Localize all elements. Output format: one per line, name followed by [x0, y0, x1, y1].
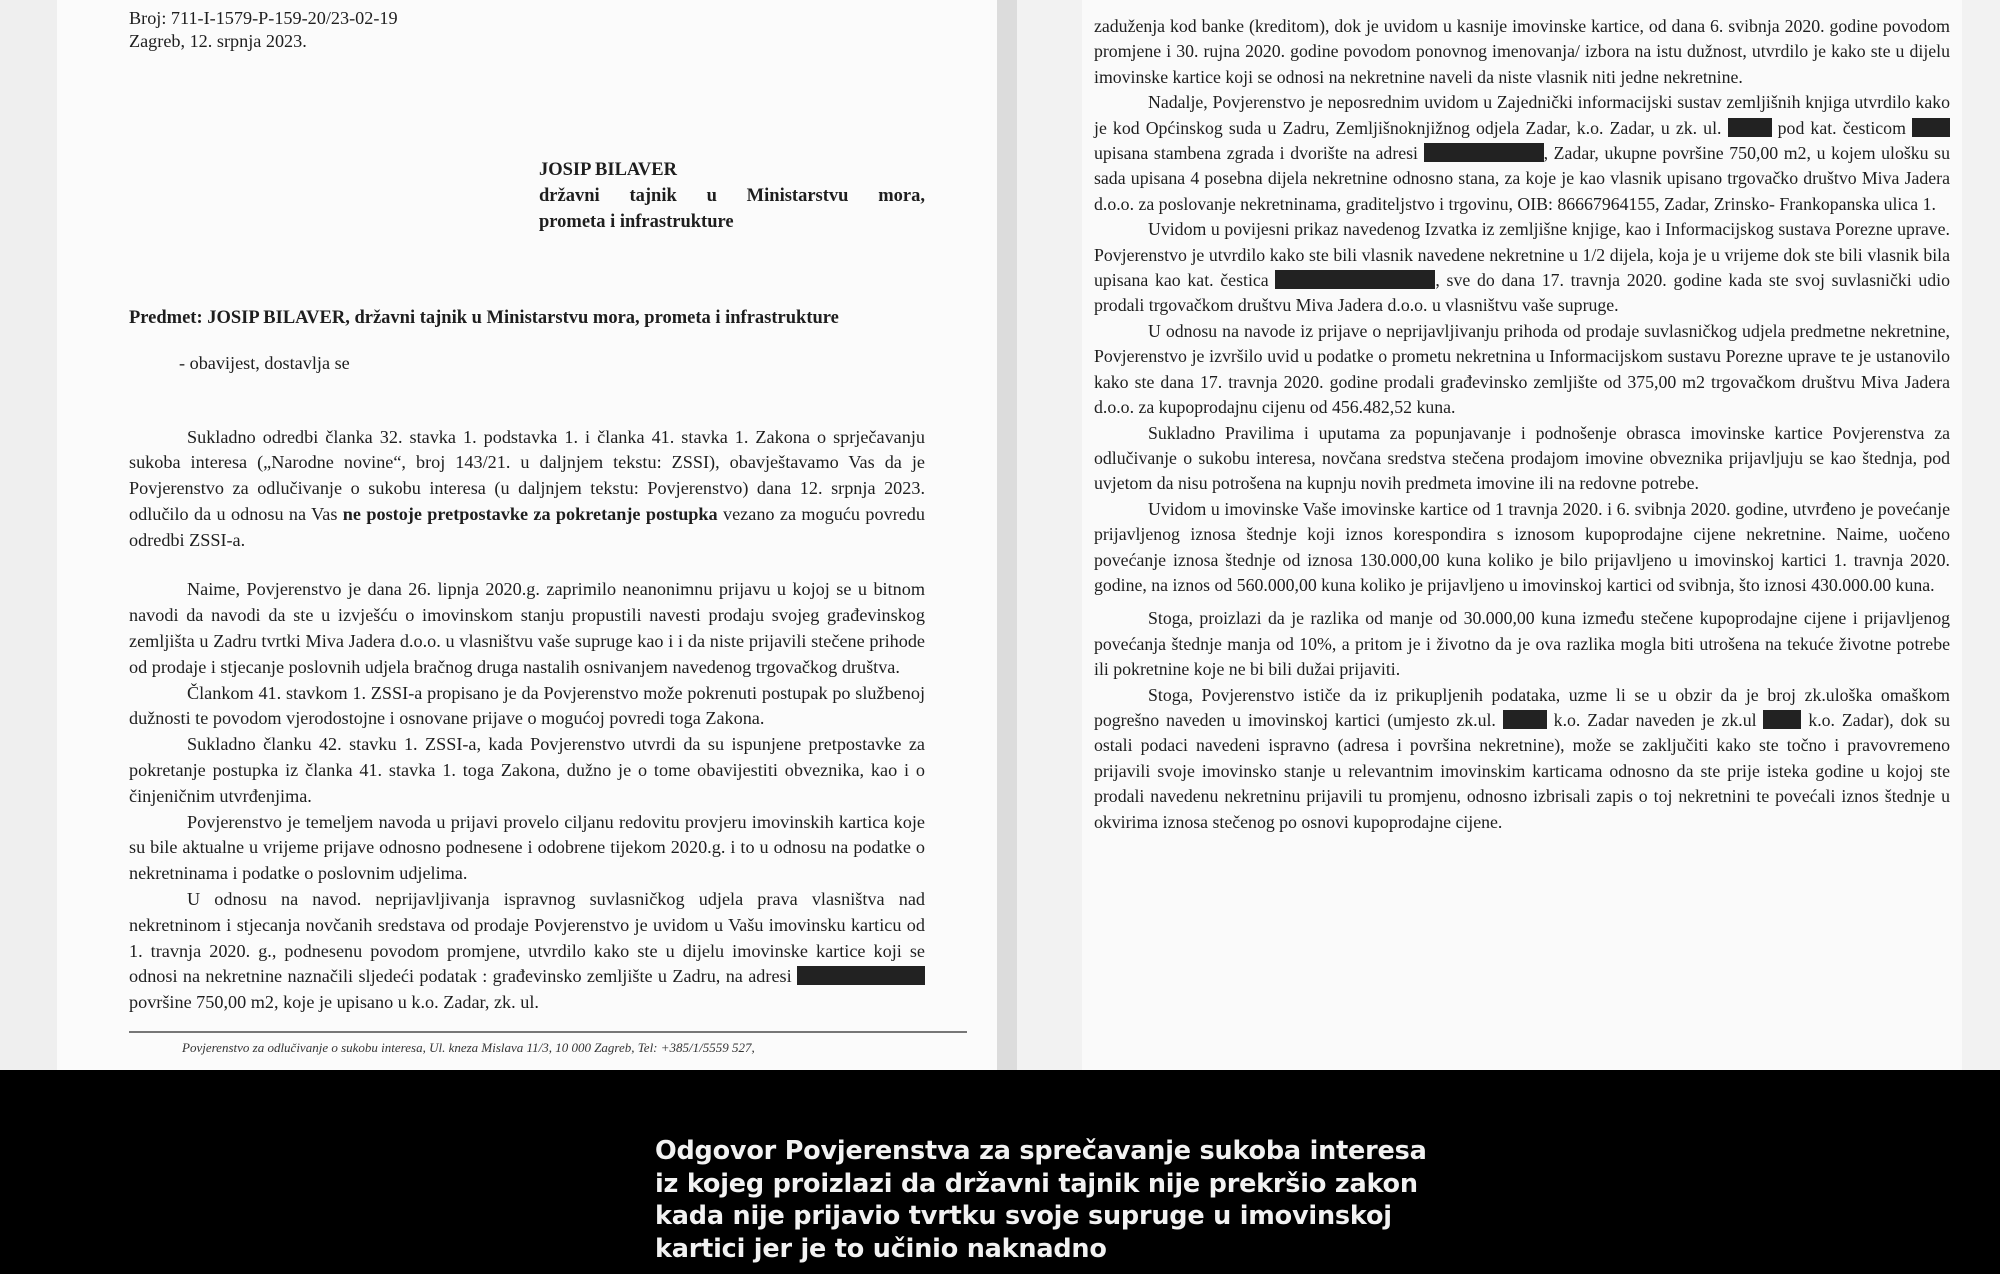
redaction-box	[797, 966, 925, 985]
redaction-box	[1424, 143, 1544, 162]
subject-line: Predmet: JOSIP BILAVER, državni tajnik u Ministarstvu mora, prometa i infrastrukture	[129, 308, 839, 328]
right-page-body	[1082, 0, 1962, 1070]
image-caption	[655, 1135, 1427, 1265]
paragraph-1-bold: ne postoje pretpostavke za pokretanje postupka	[342, 503, 718, 524]
paragraph-6: U odnosu na navod. neprijavljivanja ispravnog suvlasničkog udjela prava vlasništva nad nekretninom i stjecanja novčanih sredstava od prodaje Povjerenstvo je uvidom u Vašu imovinsku karticu od 1. travnja 2020. g., podnesenu povodom promjene, utvrdilo kako ste u dijelu imovinske kartice koji se odnosi na nekretnine naznačili sljedeći podatak : građevinsko zemljište u Zadru, na adresi površine 750,00 m2, koje je upisano u k.o. Zadar, zk. ul.	[129, 889, 925, 1013]
paragraph-3: Člankom 41. stavkom 1. ZSSI-a propisano je da Povjerenstvo može pokrenuti postupak po službenoj dužnosti te povodom vjerodostojne i osnovane prijave o mogućoj povredi toga Zakona.	[129, 682, 925, 729]
addressee-name: JOSIP BILAVER	[539, 160, 677, 180]
document-page-right	[1017, 0, 2000, 1070]
paragraph-4: Sukladno članku 42. stavku 1. ZSSI-a, kada Povjerenstvo utvrdi da su ispunjene pretpostavke za pokretanje postupka iz članka 41. stavka 1. toga Zakona, dužno je o tome obavijestiti obveznika, kao i o činjeničnim utvrđenjima.	[129, 734, 925, 806]
right-paragraph-7: Stoga, proizlazi da je razlika od manje od 30.000,00 kuna između stečene kupoprodajne cijene i prijavljenog povećanja štednje manja od 10%, a pritom je i životno da je ova razlika mogla biti utrošena na tekuće životne potrebe ili pokretnine koje ne bi bili dužai prijaviti.	[1094, 608, 1950, 680]
left-margin	[0, 0, 57, 1070]
caption-line-2: iz kojeg proizlazi da državni tajnik nije prekršio zakon	[655, 1168, 1418, 1199]
page-gap	[997, 0, 1017, 1070]
addressee-block	[539, 157, 925, 235]
addressee-title-2: prometa i infrastrukture	[539, 212, 734, 232]
caption-line-3: kada nije prijavio tvrtku svoje supruge u imovinskoj	[655, 1201, 1392, 1231]
paragraph-5: Povjerenstvo je temeljem navoda u prijavi provelo ciljanu redovitu provjeru imovinskih kartica koje su bile aktualne u vrijeme prijave odnosno podnesene i odobrene tijekom 2020.g. i to u odnosu na podatke o nekretninama i podatke o poslovnim udjelima.	[129, 811, 925, 884]
redaction-box	[1912, 118, 1950, 137]
document-page-left	[57, 0, 997, 1070]
paragraph-1: Sukladno odredbi članka 32. stavka 1. podstavka 1. i članka 41. stavka 1. Zakona o sprječavanju sukoba interesa („Narodne novine“, broj 143/21. u daljnjem tekstu: ZSSI), obavještavamo Vas da je Povjerenstvo za odlučivanje o sukobu interesa (u daljnjem tekstu: Povjerenstvo) dana 12. srpnja 2023. odlučilo da u odnosu na Vas ne postoje pretpostavke za pokretanje postupka vezano za moguću povredu odredbi ZSSI-a.	[129, 426, 925, 550]
right-paragraph-1: zaduženja kod banke (kreditom), dok je uvidom u kasnije imovinske kartice, od dana 6. svibnja 2020. godine povodom promjene i 30. rujna 2020. godine povodom ponovnog imenovanja/ izbora na istu dužnost, utvrdilo je kako ste u dijelu imovinske kartice koji se odnosi na nekretnine naveli da niste vlasnik niti jedne nekretnine.	[1094, 16, 1950, 87]
redaction-box	[1503, 710, 1547, 729]
place-date: Zagreb, 12. srpnja 2023.	[129, 31, 307, 51]
right-paragraph-4: U odnosu na navode iz prijave o neprijavljivanju prihoda od prodaje suvlasničkog udjela predmetne nekretnine, Povjerenstvo je izvršilo uvid u podatke o prometu nekretnina u Informacijskom sustavu Porezne uprave te je ustanovilo kako ste dana 17. travnja 2020. godine prodali građevinsko zemljište od 375,00 m2 trgovačkom društvu Miva Jadera d.o.o. za kupoprodajnu cijenu od 456.482,52 kuna.	[1094, 320, 1950, 418]
redaction-box	[1763, 710, 1801, 729]
addressee-title-1: državni tajnik u Ministarstvu mora,	[539, 186, 925, 206]
right-paragraph-6: Uvidom u imovinske Vaše imovinske kartice od 1 travnja 2020. i 6. svibnja 2020. godine, utvrđeno je povećanje prijavljenog iznosa štednje koji iznos korespondira s iznosom kupoprodajne cijene nekretnine. Naime, uočeno povećanje iznosa štednje od iznosa 130.000,00 kuna koliko je bilo prijavljeno u imovinskoj kartici 1. travnja 2020. godine, na iznos od 560.000,00 kuna koliko je prijavljeno u imovinskoj kartici od svibnja, što iznosi 430.000.00 kuna.	[1094, 498, 1950, 595]
page-footer: Povjerenstvo za odlučivanje o sukobu interesa, Ul. kneza Mislava 11/3, 10 000 Zagreb, Tel: +385/1/5559 527,	[182, 1040, 755, 1055]
reference-number: Broj: 711-I-1579-P-159-20/23-02-19	[129, 8, 398, 28]
right-paragraph-5: Sukladno Pravilima i uputama za popunjavanje i podnošenje obrasca imovinske kartice Povjerenstva za odlučivanje o sukobu interesa, novčana sredstva stečena prodajom imovine obveznika prijavljuju se kao štednja, pod uvjetom da nisu potrošena na kupnju novih predmeta imovine ili na redovne potrebe.	[1094, 422, 1950, 494]
footer-divider	[129, 1031, 967, 1033]
redaction-box	[1728, 118, 1772, 137]
redaction-box	[1275, 270, 1435, 289]
caption-line-1: Odgovor Povjerenstva za sprečavanje sukoba interesa	[655, 1136, 1427, 1166]
paragraph-2: Naime, Povjerenstvo je dana 26. lipnja 2020.g. zaprimilo neanonimnu prijavu u kojoj se u bitnom navodi da navodi da ste u izvješću o imovinskom stanju propustili navesti prodaju svojeg građevinskog zemljišta u Zadru tvrtki Miva Jadera d.o.o. u vlasništvu vaše supruge kao i i da niste prijavili stečene prihode od prodaje i stjecanje poslovnih udjela bračnog druga nastalih osnivanjem navedenog trgovačkog društva.	[129, 579, 925, 677]
right-paragraph-2: Nadalje, Povjerenstvo je neposrednim uvidom u Zajednički informacijski sustav zemljišnih knjiga utvrdilo kako je kod Općinskog suda u Zadru, Zemljišnoknjižnog odjela Zadar, k.o. Zadar, u zk. ul. pod kat. česticom upisana stambena zgrada i dvorište na adresi , Zadar, ukupne površine 750,00 m2, u kojem ulošku su sada upisana 4 posebna dijela nekretnine odnosno stana, za koje je kao vlasnik upisano trgovačko društvo Miva Jadera d.o.o. za poslovanje nekretninama, graditeljstvo i trgovinu, OIB: 86667964155, Zadar, Zrinsko- Frankopanska ulica 1.	[1094, 92, 1950, 214]
right-paragraph-3: Uvidom u povijesni prikaz navedenog Izvatka iz zemljišne knjige, kao i Informacijskog sustava Porezne uprave. Povjerenstvo je utvrdilo kako ste bili vlasnik navedene nekretnine u 1/2 dijela, koja je u vrijeme dok ste bili vlasnik bila upisana kao kat. čestica , sve do dana 17. travnja 2020. godine kada ste svoj suvlasnički udio prodali trgovačkom društvu Miva Jadera d.o.o. u vlasništvu vaše supruge.	[1094, 219, 1950, 316]
caption-line-4: kartici jer je to učinio naknadno	[655, 1233, 1107, 1264]
right-paragraph-8: Stoga, Povjerenstvo ističe da iz prikupljenih podataka, uzme li se u obzir da je broj zk.uloška omaškom pogrešno naveden u imovinskoj kartici (umjesto zk.ul. k.o. Zadar naveden je zk.ul k.o. Zadar), dok su ostali podaci navedeni ispravno (adresa i površina nekretnine), može se zaključiti kako ste točno i pravovremeno prijavili svoje imovinsko stanje u relevantnim imovinskim karticama odnosno da ste prije isteka godine u kojoj ste prodali navedenu nekretninu prijavili tu promjenu, odnosno izbrisali zapis o toj nekretnini te povećali iznos štednje u okvirima iznosa stečenog po osnovi kupoprodajne cijene.	[1094, 684, 1951, 832]
subject-subline: - obavijest, dostavlja se	[179, 352, 350, 373]
